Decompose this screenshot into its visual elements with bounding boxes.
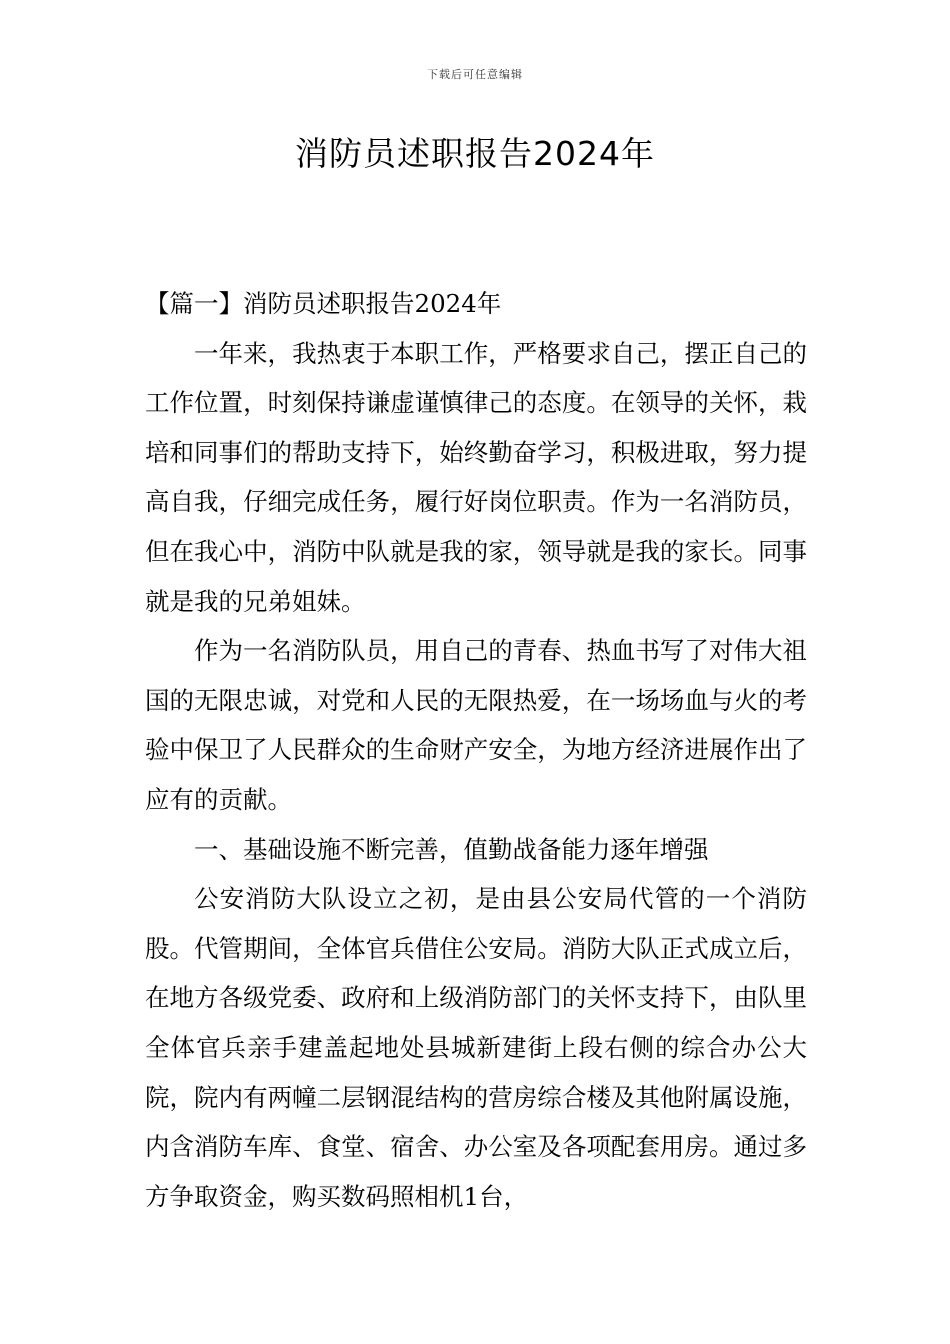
header-note: 下载后可任意编辑	[427, 68, 523, 81]
document-body	[145, 279, 807, 1221]
paragraph-1: 一年来，我热衷于本职工作，严格要求自己，摆正自己的工作位置，时刻保持谦虚谨慎律己的态度。在领导的关怀，栽培和同事们的帮助支持下，始终勤奋学习，积极进取，努力提高自我，仔细完成任务，履行好岗位职责。作为一名消防员，但在我心中，消防中队就是我的家，领导就是我的家长。同事就是我的兄弟姐妹。	[145, 338, 807, 616]
paragraph-3: 公安消防大队设立之初，是由县公安局代管的一个消防股。代管期间，全体官兵借住公安局。消防大队正式成立后，在地方各级党委、政府和上级消防部门的关怀支持下，由队里全体官兵亲手建盖起地处县城新建街上段右侧的综合办公大院，院内有两幢二层钢混结构的营房综合楼及其他附属设施，内含消防车库、食堂、宿舍、办公室及各项配套用房。通过多方争取资金，购买数码照相机1台，	[145, 884, 807, 1211]
subheading-1: 一、基础设施不断完善，值勤战备能力逐年增强	[194, 834, 709, 864]
paragraph-2: 作为一名消防队员，用自己的青春、热血书写了对伟大祖国的无限忠诚，对党和人民的无限热爱，在一场场血与火的考验中保卫了人民群众的生命财产安全，为地方经济进展作出了应有的贡献。	[145, 636, 807, 814]
section-heading: 【篇一】消防员述职报告2024年	[145, 289, 502, 318]
document-title: 消防员述职报告2024年	[295, 134, 655, 173]
